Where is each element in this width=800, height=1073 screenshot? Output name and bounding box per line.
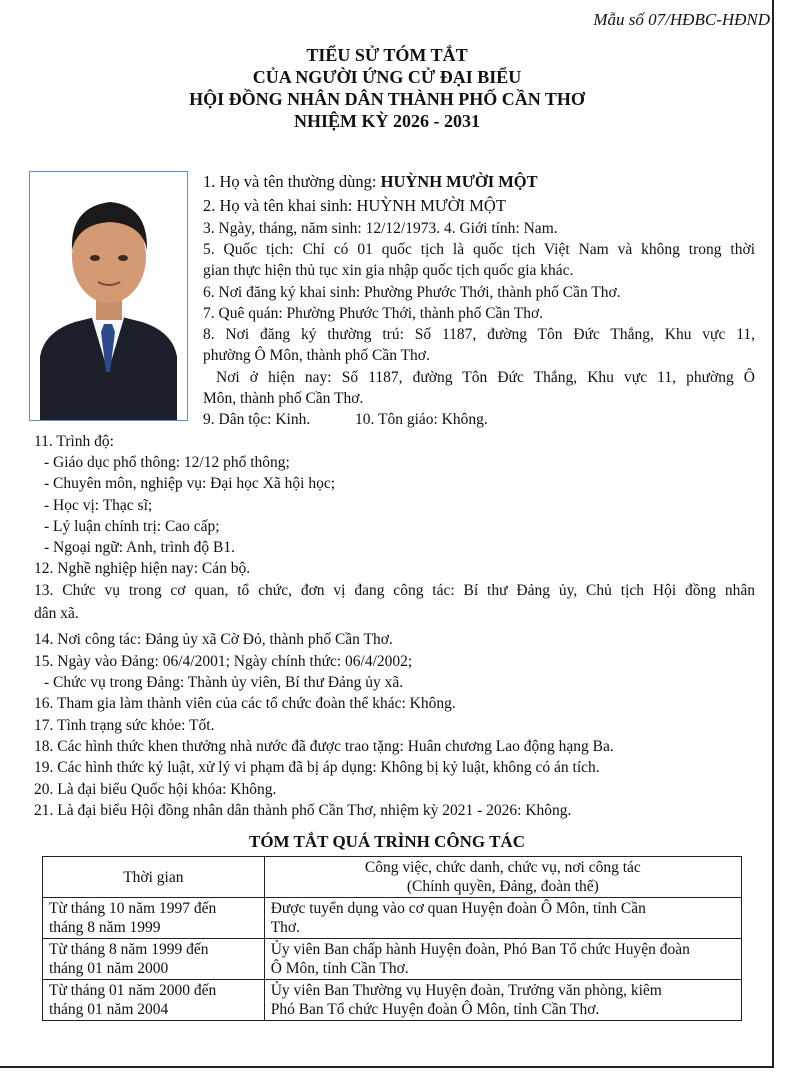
- bio-item-13-line-2: dân xã.: [34, 605, 79, 622]
- row-job-line-1: Ủy viên Ban chấp hành Huyện đoàn, Phó Ban Tổ chức Huyện đoàn: [270, 941, 690, 958]
- row-job-line-2: Ô Môn, tỉnh Cần Thơ.: [270, 960, 409, 977]
- row-job-line-2: Phó Ban Tổ chức Huyện đoàn Ô Môn, tỉnh Cần Thơ.: [270, 1001, 600, 1018]
- bio-item-15: 15. Ngày vào Đảng: 06/4/2001; Ngày chính thức: 06/4/2002;: [34, 653, 413, 670]
- row-time: [43, 980, 265, 1021]
- bio-item-11: 11. Trình độ:: [34, 433, 114, 450]
- row-time-line-1: Từ tháng 8 năm 1999 đến: [49, 941, 209, 958]
- document-title: [0, 44, 774, 132]
- bio-item-16: 16. Tham gia làm thành viên của các tổ chức đoàn thể khác: Không.: [34, 695, 456, 712]
- portrait-photo-icon: [30, 172, 187, 420]
- form-code: Mẫu số 07/HĐBC-HĐND: [593, 10, 770, 29]
- bio-item-8-line-3: Nơi ở hiện nay: Số 1187, đường Tôn Đức Thắng, Khu vực 11, phường Ô: [216, 369, 755, 386]
- bio-item-20: 20. Là đại biểu Quốc hội khóa: Không.: [34, 781, 277, 798]
- bio-item-18: 18. Các hình thức khen thưởng nhà nước đã được trao tặng: Huân chương Lao động hạng Ba.: [34, 738, 614, 755]
- bio-item-8-line-1: 8. Nơi đăng ký thường trú: Số 1187, đường Tôn Đức Thắng, Khu vực 11,: [203, 326, 755, 343]
- bio-item-1-label: 1. Họ và tên thường dùng:: [203, 172, 381, 191]
- work-history-table: [42, 856, 742, 1021]
- bio-item-8-line-2: phường Ô Môn, thành phố Cần Thơ.: [203, 347, 430, 364]
- bio-item-19: 19. Các hình thức kỷ luật, xử lý vi phạm đã bị áp dụng: Không bị kỷ luật, không có án tích.: [34, 759, 600, 776]
- bio-item-8-line-4: Môn, thành phố Cần Thơ.: [203, 390, 364, 407]
- title-line-1: TIỂU SỬ TÓM TẮT: [306, 45, 468, 65]
- table-header-row: [43, 857, 742, 898]
- row-job: [264, 980, 741, 1021]
- row-job: [264, 939, 741, 980]
- bio-item-1: [203, 172, 538, 192]
- row-time-line-2: tháng 01 năm 2004: [49, 1001, 169, 1018]
- column-header-job-line-2: (Chính quyền, Đảng, đoàn thể): [406, 878, 599, 895]
- bio-item-3-4: 3. Ngày, tháng, năm sinh: 12/12/1973. 4. Giới tính: Nam.: [203, 220, 558, 237]
- title-line-2: CỦA NGƯỜI ỨNG CỬ ĐẠI BIỂU: [252, 67, 522, 87]
- education-foreign-language: - Ngoại ngữ: Anh, trình độ B1.: [44, 539, 235, 556]
- bio-item-9: 9. Dân tộc: Kinh.: [203, 411, 311, 428]
- table-row: [43, 939, 742, 980]
- column-header-job-line-1: Công việc, chức danh, chức vụ, nơi công tác: [364, 859, 641, 876]
- table-row: [43, 898, 742, 939]
- work-history-title: TÓM TẮT QUÁ TRÌNH CÔNG TÁC: [249, 832, 525, 851]
- bio-item-14: 14. Nơi công tác: Đảng ủy xã Cờ Đỏ, thành phố Cần Thơ.: [34, 631, 393, 648]
- education-degree: - Học vị: Thạc sĩ;: [44, 497, 153, 514]
- row-time-line-1: Từ tháng 01 năm 2000 đến: [49, 982, 217, 999]
- row-time-line-2: tháng 8 năm 1999: [49, 919, 161, 936]
- column-header-time: Thời gian: [43, 857, 265, 898]
- row-time: [43, 898, 265, 939]
- common-name: HUỲNH MƯỜI MỘT: [380, 172, 538, 191]
- education-general: - Giáo dục phổ thông: 12/12 phổ thông;: [44, 454, 290, 471]
- bio-item-13-line-1: 13. Chức vụ trong cơ quan, tổ chức, đơn vị đang công tác: Bí thư Đảng ủy, Chủ tịch Hội đồng nhân: [34, 582, 755, 599]
- bio-item-15-party-position: - Chức vụ trong Đảng: Thành ủy viên, Bí thư Đảng ủy xã.: [44, 674, 404, 691]
- bio-item-6: 6. Nơi đăng ký khai sinh: Phường Phước Thới, thành phố Cần Thơ.: [203, 284, 621, 301]
- row-job-line-2: Thơ.: [270, 919, 300, 936]
- column-header-job: [264, 857, 741, 898]
- row-time-line-2: tháng 01 năm 2000: [49, 960, 169, 977]
- title-line-4: NHIỆM KỲ 2026 - 2031: [294, 111, 480, 131]
- bio-item-21: 21. Là đại biểu Hội đồng nhân dân thành phố Cần Thơ, nhiệm kỳ 2021 - 2026: Không.: [34, 802, 572, 819]
- row-time-line-1: Từ tháng 10 năm 1997 đến: [49, 900, 217, 917]
- bio-item-10: 10. Tôn giáo: Không.: [355, 411, 488, 428]
- bio-item-5-line-2: gian thực hiện thủ tục xin gia nhập quốc tịch quốc gia khác.: [203, 262, 574, 279]
- bio-item-12: 12. Nghề nghiệp hiện nay: Cán bộ.: [34, 560, 251, 577]
- title-line-3: HỘI ĐỒNG NHÂN DÂN THÀNH PHỐ CẦN THƠ: [189, 89, 585, 109]
- bio-item-5-line-1: 5. Quốc tịch: Chỉ có 01 quốc tịch là quốc tịch Việt Nam và không trong thời: [203, 241, 755, 258]
- education-specialty: - Chuyên môn, nghiệp vụ: Đại học Xã hội học;: [44, 475, 336, 492]
- bio-item-7: 7. Quê quán: Phường Phước Thới, thành phố Cần Thơ.: [203, 305, 544, 322]
- education-political-theory: - Lý luận chính trị: Cao cấp;: [44, 518, 220, 535]
- bio-item-2: 2. Họ và tên khai sinh: HUỲNH MƯỜI MỘT: [203, 196, 506, 215]
- table-row: [43, 980, 742, 1021]
- row-job: [264, 898, 741, 939]
- bio-item-17: 17. Tình trạng sức khỏe: Tốt.: [34, 717, 215, 734]
- row-job-line-1: Ủy viên Ban Thường vụ Huyện đoàn, Trưởng văn phòng, kiêm: [270, 982, 662, 999]
- row-time: [43, 939, 265, 980]
- row-job-line-1: Được tuyển dụng vào cơ quan Huyện đoàn Ô Môn, tỉnh Cần: [270, 900, 646, 917]
- portrait-photo: [29, 171, 188, 421]
